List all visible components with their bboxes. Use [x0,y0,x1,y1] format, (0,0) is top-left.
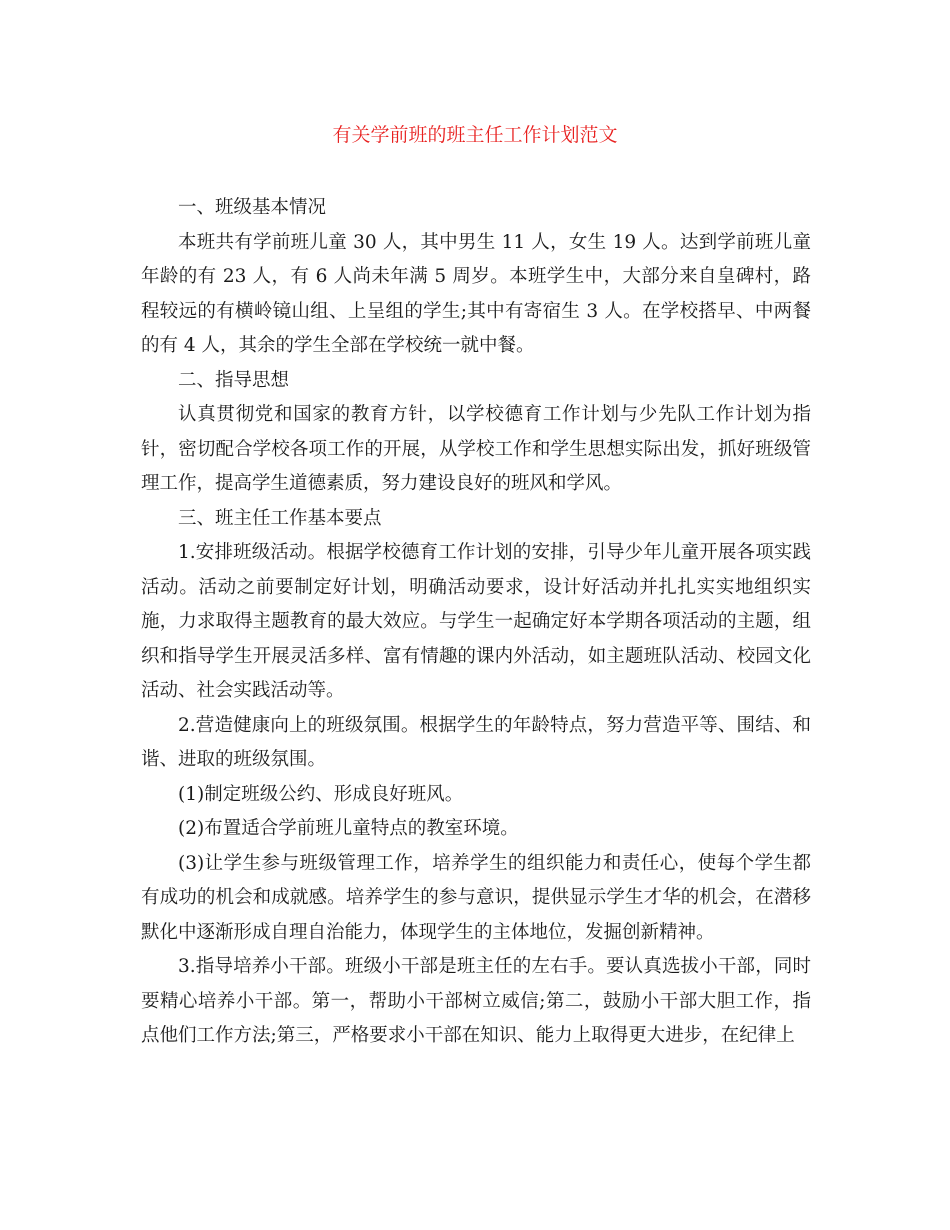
document-body [141,191,811,1054]
section-heading-key-points: 三、班主任工作基本要点 [178,507,382,529]
paragraph-subpoint-2: (2)布置适合学前班儿童特点的教室环境。 [178,818,519,839]
document-title: 有关学前班的班主任工作计划范文 [332,124,618,146]
paragraph-point-2: 2.营造健康向上的班级氛围。根据学生的年龄特点，努力营造平等、围结、和谐、进取的班级氛围。 [141,714,811,770]
paragraph-class-info: 本班共有学前班儿童 30 人，其中男生 11 人，女生 19 人。达到学前班儿童年龄的有 23 人，有 6 人尚未年满 5 周岁。本班学生中，大部分来自皇碑村，路程较远的有横岭镜山组、上呈组的学生;其中有寄宿生 3 人。在学校搭早、中两餐的有 4 人，其余的学生全部在学校统一就中餐。 [141,231,811,356]
paragraph-guiding-ideology: 认真贯彻党和国家的教育方针，以学校德育工作计划与少先队工作计划为指针，密切配合学校各项工作的开展，从学校工作和学生思想实际出发，抓好班级管理工作，提高学生道德素质，努力建设良好的班风和学风。 [141,404,811,494]
paragraph-point-3: 3.指导培养小干部。班级小干部是班主任的左右手。要认真选拔小干部，同时要精心培养小干部。第一，帮助小干部树立威信;第二，鼓励小干部大胆工作，指点他们工作方法;第三，严格要求小干部在知识、能力上取得更大进步，在纪律上 [141,956,811,1046]
paragraph-point-1: 1.安排班级活动。根据学校德育工作计划的安排，引导少年儿童开展各项实践活动。活动之前要制定好计划，明确活动要求，设计好活动并扎扎实实地组织实施，力求取得主题教育的最大效应。与学生一起确定好本学期各项活动的主题，组织和指导学生开展灵活多样、富有情趣的课内外活动，如主题班队活动、校园文化活动、社会实践活动等。 [141,542,811,701]
paragraph-subpoint-3: (3)让学生参与班级管理工作，培养学生的组织能力和责任心，使每个学生都有成功的机会和成就感。培养学生的参与意识，提供显示学生才华的机会，在潜移默化中逐渐形成自理自治能力，体现学生的主体地位，发掘创新精神。 [141,852,811,943]
section-heading-basic-info: 一、班级基本情况 [178,197,327,218]
paragraph-subpoint-1: (1)制定班级公约、形成良好班风。 [178,783,464,805]
section-heading-guiding-ideology: 二、指导思想 [178,369,290,391]
